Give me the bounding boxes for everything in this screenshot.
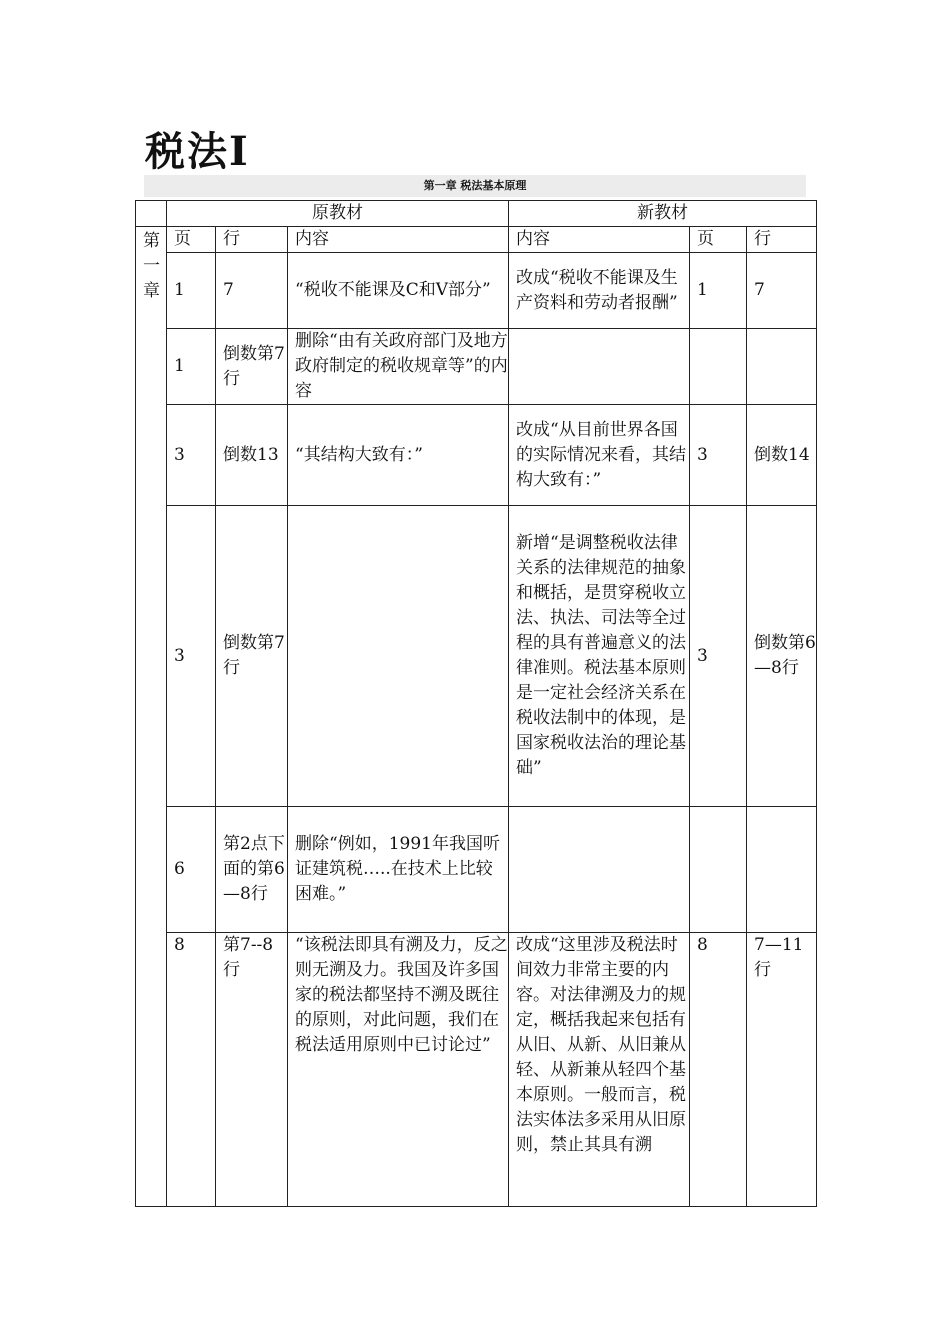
chapter-label-first: 第 <box>143 231 160 251</box>
new-content-header: 内容 <box>509 227 690 253</box>
old-page-header: 页 <box>167 227 216 253</box>
old-line-cell: 第7--8行 <box>216 933 288 1207</box>
new-page-cell: 1 <box>690 253 747 329</box>
blank-corner-cell <box>136 201 167 227</box>
old-textbook-header: 原教材 <box>167 201 509 227</box>
old-line-cell: 倒数13 <box>216 405 288 506</box>
column-header-row <box>136 227 817 253</box>
new-line-header: 行 <box>747 227 817 253</box>
table-row <box>136 405 817 506</box>
old-content-cell: “该税法即具有溯及力，反之则无溯及力。我国及许多国家的税法都坚持不溯及既往的原则，对此问题，我们在税法适用原则中已讨论过” <box>288 933 509 1207</box>
new-line-cell: 7—11行 <box>747 933 817 1207</box>
old-page-cell: 6 <box>167 807 216 933</box>
old-content-cell: 删除“由有关政府部门及地方政府制定的税收规章等”的内容 <box>288 329 509 405</box>
comparison-table <box>135 200 817 1207</box>
old-page-cell: 3 <box>167 506 216 807</box>
new-content-cell <box>509 807 690 933</box>
old-line-header: 行 <box>216 227 288 253</box>
new-line-cell <box>747 807 817 933</box>
old-content-cell: 删除“例如，1991年我国听证建筑税…..在技术上比较困难。” <box>288 807 509 933</box>
new-line-cell: 倒数第6—8行 <box>747 506 817 807</box>
table-row <box>136 253 817 329</box>
table-row <box>136 933 817 1207</box>
new-content-cell: 新增“是调整税收法律关系的法律规范的抽象和概括，是贯穿税收立法、执法、司法等全过程的具有普遍意义的法律准则。税法基本原则是一定社会经济关系在税收法制中的体现，是国家税收法治的理论基础” <box>509 506 690 807</box>
new-page-cell <box>690 807 747 933</box>
old-content-cell: “其结构大致有：” <box>288 405 509 506</box>
chapter-label-rest: 一 章 <box>143 256 160 301</box>
new-page-cell: 3 <box>690 405 747 506</box>
new-content-cell: 改成“这里涉及税法时间效力非常主要的内容。对法律溯及力的规定，概括我起来包括有从旧、从新、从旧兼从轻、从新兼从轻四个基本原则。一般而言，税法实体法多采用从旧原则，禁止其具有溯 <box>509 933 690 1207</box>
old-content-header: 内容 <box>288 227 509 253</box>
table-row <box>136 807 817 933</box>
new-line-cell <box>747 329 817 405</box>
new-content-cell <box>509 329 690 405</box>
table-row <box>136 329 817 405</box>
new-line-cell: 倒数14 <box>747 405 817 506</box>
old-content-cell <box>288 506 509 807</box>
new-textbook-header: 新教材 <box>509 201 817 227</box>
new-line-cell: 7 <box>747 253 817 329</box>
document-title: 税法Ⅰ <box>145 128 250 175</box>
old-page-cell: 1 <box>167 253 216 329</box>
old-line-cell: 7 <box>216 253 288 329</box>
table-row <box>136 506 817 807</box>
new-page-cell: 8 <box>690 933 747 1207</box>
new-content-cell: 改成“从目前世界各国的实际情况来看，其结构大致有：” <box>509 405 690 506</box>
chapter-label-cell <box>136 227 167 1207</box>
old-page-cell: 1 <box>167 329 216 405</box>
old-content-cell: “税收不能课及C和V部分” <box>288 253 509 329</box>
group-header-row <box>136 201 817 227</box>
new-page-cell <box>690 329 747 405</box>
new-page-cell: 3 <box>690 506 747 807</box>
new-page-header: 页 <box>690 227 747 253</box>
new-content-cell: 改成“税收不能课及生产资料和劳动者报酬” <box>509 253 690 329</box>
chapter-banner: 第一章 税法基本原理 <box>144 175 806 197</box>
old-line-cell: 倒数第7行 <box>216 506 288 807</box>
old-page-cell: 8 <box>167 933 216 1207</box>
old-page-cell: 3 <box>167 405 216 506</box>
old-line-cell: 倒数第7行 <box>216 329 288 405</box>
old-line-cell: 第2点下面的第6—8行 <box>216 807 288 933</box>
